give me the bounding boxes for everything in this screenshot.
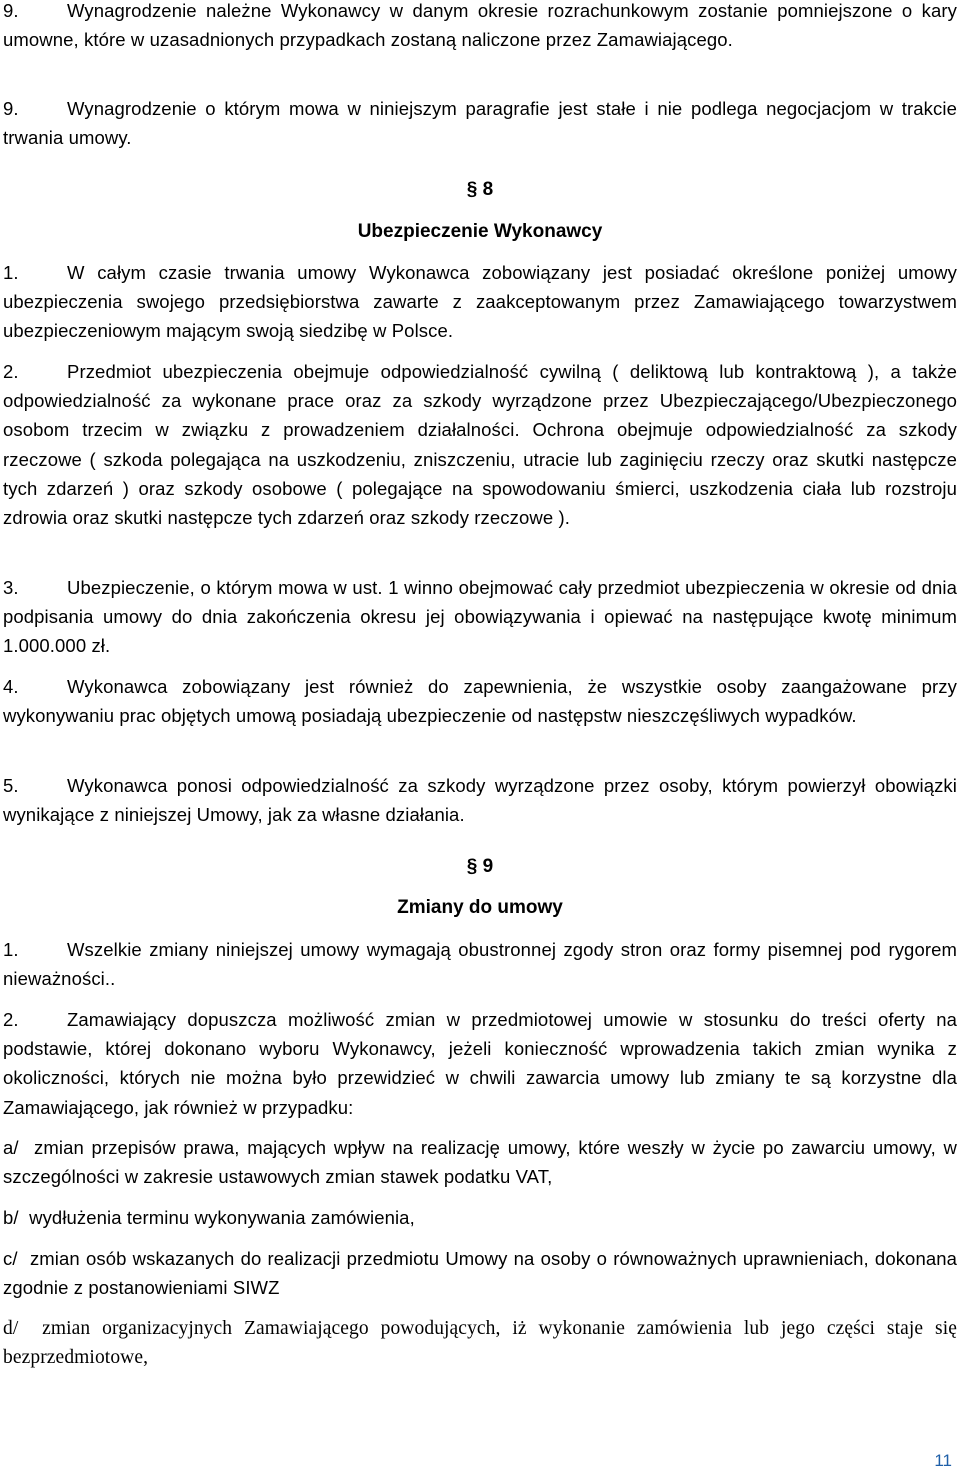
paragraph-text: Przedmiot ubezpieczenia obejmuje odpowiedzialność cywilną ( deliktową lub kontraktową ), a także odpowiedzialność za wykonane prace oraz za szkody wyrządzone przez Ubezpieczającego/Ubezpieczonego osobom trzecim w związku z prowadzeniem działalności. Ochrona obejmuje odpowiedzialność za szkody rzeczowe ( szkoda polegająca na uszkodzeniu, zniszczeniu, utracie lub zaginięciu rzeczy oraz skutki następcze tych zdarzeń ) oraz szkody osobowe ( polegające na spowodowaniu śmierci, uszkodzenia ciała lub rozstroju zdrowia oraz skutki następcze tych zdarzeń oraz szkody rzeczowe ). [3, 361, 957, 529]
paragraph-9b [3, 94, 957, 152]
paragraph-number: 1. [3, 939, 19, 960]
section-8-paragraph-3 [3, 573, 957, 661]
section-8-paragraph-4 [3, 672, 957, 730]
paragraph-number: 2. [3, 1009, 19, 1030]
paragraph-text: W całym czasie trwania umowy Wykonawca zobowiązany jest posiadać określone poniżej umowy ubezpieczenia swojego przedsiębiorstwa zawarte z zaakceptowanym przez Zamawiającego towarzystwem ubezpieczeniowym mającym swoją siedzibę w Polsce. [3, 262, 957, 342]
section-9-item-c [3, 1244, 957, 1302]
paragraph-number: 4. [3, 676, 19, 697]
item-label: d/ [3, 1318, 19, 1339]
section-9-paragraph-1 [3, 935, 957, 993]
paragraph-number: 3. [3, 577, 19, 598]
paragraph-number: 1. [3, 262, 19, 283]
item-label: b/ [3, 1207, 19, 1228]
item-label: a/ [3, 1137, 19, 1158]
paragraph-number: 9. [3, 98, 19, 119]
section-8-paragraph-2 [3, 357, 957, 532]
item-text: zmian przepisów prawa, mających wpływ na realizację umowy, które weszły w życie po zawarciu umowy, w szczególności w zakresie ustawowych zmian stawek podatku VAT, [3, 1137, 957, 1188]
paragraph-text: Wszelkie zmiany niniejszej umowy wymagają obustronnej zgody stron oraz formy pisemnej pod rygorem nieważności.. [3, 939, 957, 990]
paragraph-text: Wykonawca ponosi odpowiedzialność za szkody wyrządzone przez osoby, którym powierzył obowiązki wynikające z niniejszej Umowy, jak za własne działania. [3, 775, 957, 826]
paragraph-text: Ubezpieczenie, o którym mowa w ust. 1 winno obejmować cały przedmiot ubezpieczenia w okresie od dnia podpisania umowy do dnia zakończenia okresu jej obowiązywania i opiewać na następujące kwotę minimum 1.000.000 zł. [3, 577, 957, 657]
section-8-title: Ubezpieczenie Wykonawcy [357, 221, 603, 242]
item-label: c/ [3, 1248, 18, 1269]
paragraph-9a [3, 0, 957, 54]
section-9-item-d [3, 1314, 957, 1372]
section-9-title: Zmiany do umowy [397, 897, 563, 918]
paragraph-number: 5. [3, 775, 19, 796]
paragraph-text: Zamawiający dopuszcza możliwość zmian w przedmiotowej umowie w stosunku do treści oferty na podstawie, której dokonano wyboru Wykonawcy, jeżeli konieczność wprowadzenia takich zmian wynika z okoliczności, których nie można było przewidzieć w chwili zawarcia umowy lub zmiany te są korzystne dla Zamawiającego, jak również w przypadku: [3, 1009, 957, 1118]
section-9-item-b [3, 1203, 957, 1232]
paragraph-number: 9. [3, 0, 19, 21]
section-9-paragraph-2 [3, 1005, 957, 1122]
section-8-symbol: § 8 [466, 179, 494, 200]
page-number: 11 [934, 1451, 952, 1470]
paragraph-number: 2. [3, 361, 19, 382]
section-8-paragraph-5 [3, 771, 957, 829]
item-text: zmian osób wskazanych do realizacji przedmiotu Umowy na osoby o równoważnych uprawnieniach, dokonana zgodnie z postanowieniami SIWZ [3, 1248, 958, 1299]
section-9-item-a [3, 1133, 957, 1191]
item-text: wydłużenia terminu wykonywania zamówienia, [29, 1207, 415, 1228]
paragraph-text: Wykonawca zobowiązany jest również do zapewnienia, że wszystkie osoby zaangażowane przy wykonywaniu prac objętych umową posiadają ubezpieczenie od następstw nieszczęśliwych wypadków. [3, 676, 957, 727]
paragraph-text: Wynagrodzenie o którym mowa w niniejszym paragrafie jest stałe i nie podlega negocjacjom w trakcie trwania umowy. [3, 98, 957, 149]
section-9-symbol: § 9 [466, 856, 494, 877]
section-8-paragraph-1 [3, 258, 957, 346]
item-text: zmian organizacyjnych Zamawiającego powodujących, iż wykonanie zamówienia lub jego części staje się bezprzedmiotowe, [3, 1318, 958, 1369]
paragraph-text: Wynagrodzenie należne Wykonawcy w danym okresie rozrachunkowym zostanie pomniejszone o kary umowne, które w uzasadnionych przypadkach zostaną naliczone przez Zamawiającego. [3, 0, 957, 51]
